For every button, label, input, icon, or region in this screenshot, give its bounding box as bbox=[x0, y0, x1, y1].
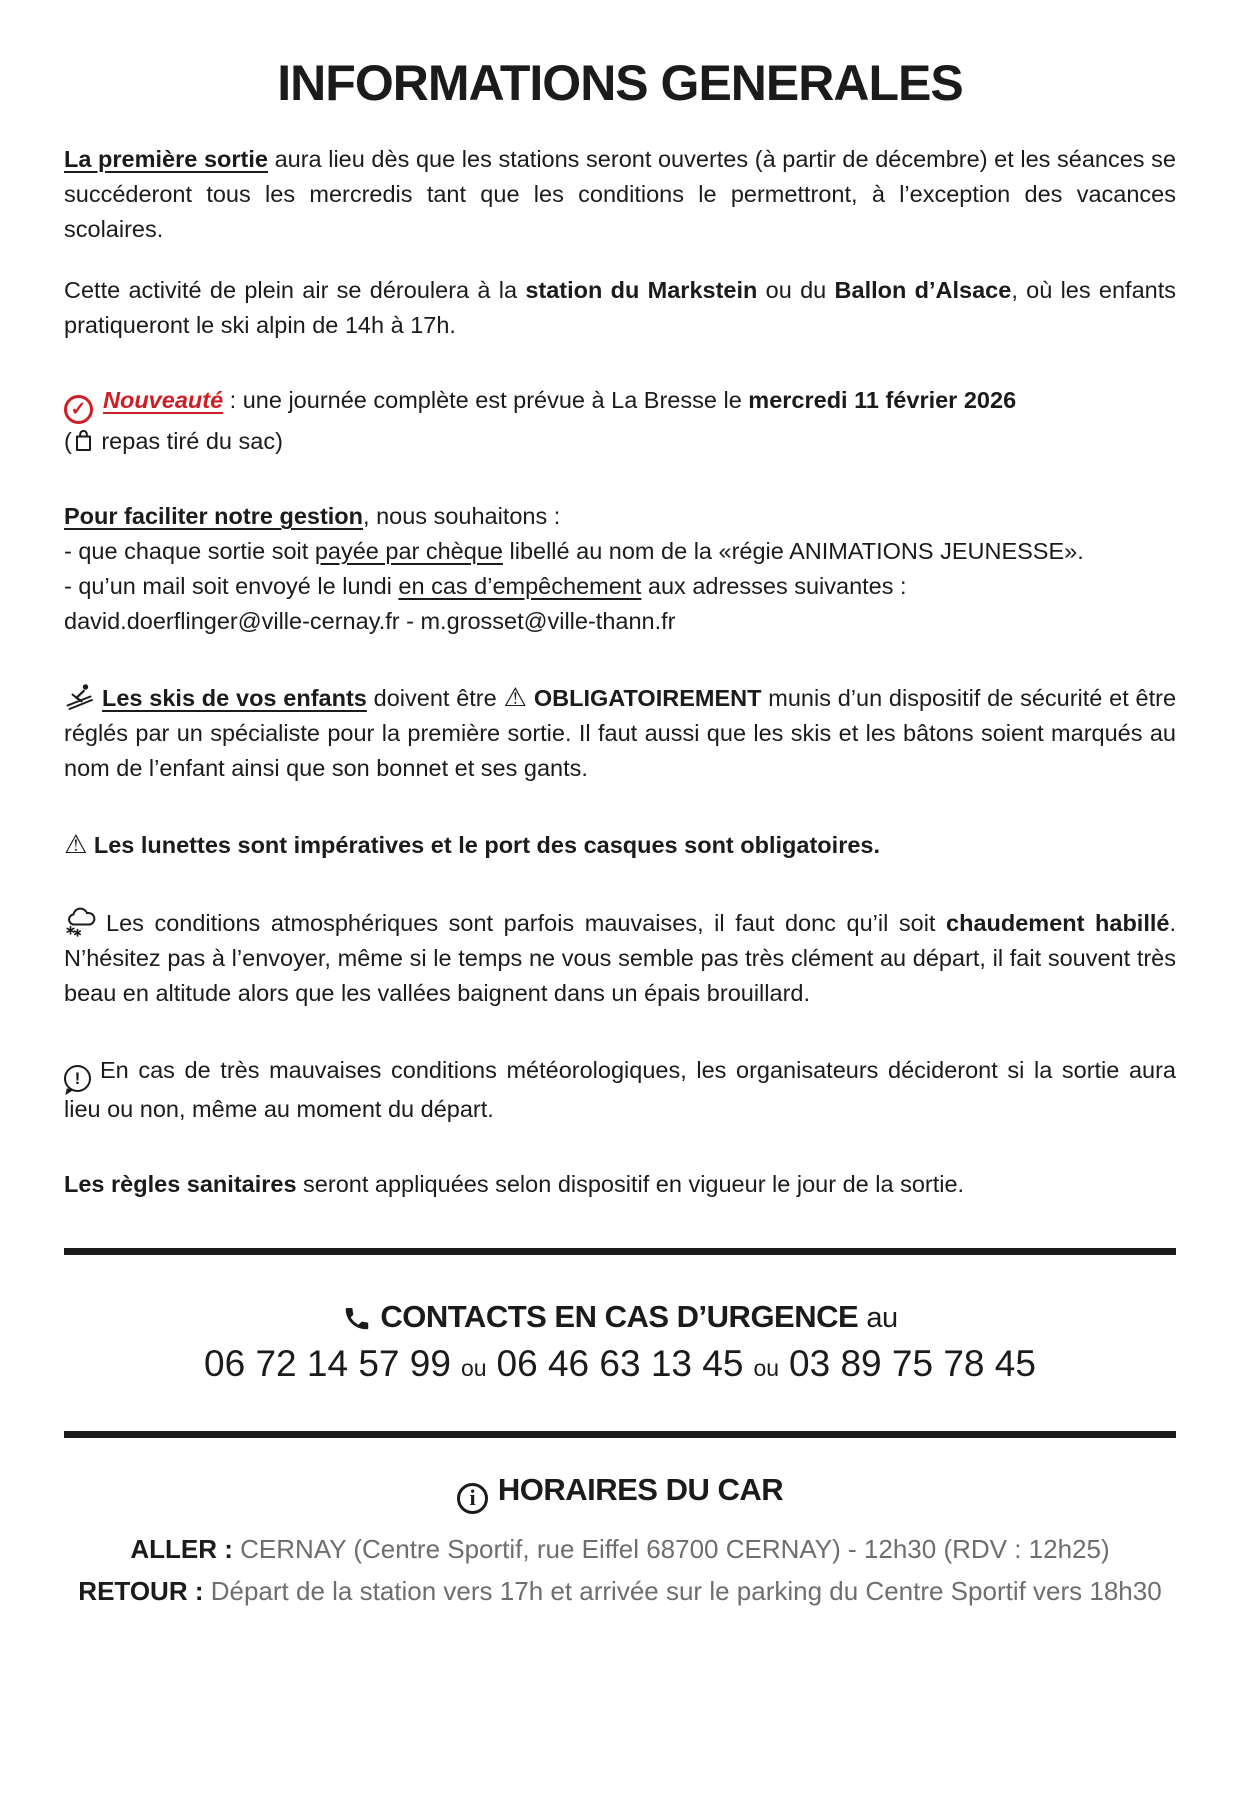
sanitary-text: seront appliquées selon dispositif en vigueur le jour de la sortie. bbox=[296, 1171, 965, 1197]
section-divider bbox=[64, 1248, 1176, 1255]
gestion-heading-line bbox=[64, 499, 1176, 534]
skis-text-1: doivent être bbox=[366, 685, 504, 711]
phone-number-2: 06 46 63 13 45 bbox=[496, 1343, 744, 1384]
skis-text-2: munis d’un dispositif de sécurité et être réglés par un spécialiste pour la première sortie. Il faut aussi que les skis et les bâtons soient marqués au nom de l’enfant ainsi que son bonnet et ses gants. bbox=[64, 685, 1177, 781]
bus-schedule-section bbox=[64, 1472, 1176, 1610]
lunch-bag-icon bbox=[74, 428, 93, 452]
check-circle-icon bbox=[64, 395, 93, 424]
intro-lead: La première sortie bbox=[64, 146, 268, 172]
aller-value: CERNAY (Centre Sportif, rue Eiffel 68700 CERNAY) - 12h30 (RDV : 12h25) bbox=[240, 1533, 1110, 1564]
warning-triangle-icon: ⚠ bbox=[64, 830, 88, 860]
snow-cloud-icon bbox=[64, 905, 98, 937]
info-glyph: i bbox=[469, 1485, 476, 1510]
aller-label: ALLER : bbox=[130, 1533, 233, 1564]
gestion-item-cheque bbox=[64, 534, 1176, 569]
schedule-retour-line bbox=[64, 1572, 1176, 1610]
phone-separator: ou bbox=[460, 1355, 487, 1381]
document-page bbox=[0, 54, 1240, 1610]
phone-number-1: 06 72 14 57 99 bbox=[204, 1343, 451, 1384]
lunettes-paragraph bbox=[64, 828, 1176, 863]
weather-text-2: . N’hésitez pas à l’envoyer, même si le temps ne vous semble pas très clément au départ, il fait souvent très beau en altitude alors que les vallées baignent dans un épais brouillard. bbox=[64, 910, 1176, 1006]
schedule-heading-line bbox=[64, 1472, 1176, 1514]
gestion-lead: Pour faciliter notre gestion bbox=[64, 503, 364, 529]
activity-paragraph bbox=[64, 273, 1176, 343]
schedule-aller-line bbox=[64, 1530, 1176, 1568]
alert-glyph: ! bbox=[74, 1069, 81, 1088]
weather-bold: chaudement habillé bbox=[946, 910, 1170, 936]
intro-text: aura lieu dès que les stations seront ouvertes (à partir de décembre) et les séances se succéderont tous les mercredis tant que les conditions le permettront, à l’exception des vacances scolaires. bbox=[64, 146, 1176, 242]
contacts-phone-numbers bbox=[64, 1343, 1176, 1385]
phone-separator: ou bbox=[753, 1355, 780, 1381]
activity-text-3: , où les enfants pratiqueront le ski alpin de 14h à 17h. bbox=[64, 277, 1176, 338]
gestion-item1-text-2: libellé au nom de la «régie ANIMATIONS JEUNESSE». bbox=[502, 538, 1084, 564]
gestion-emails: david.doerflinger@ville-cernay.fr - m.grosset@ville-thann.fr bbox=[64, 608, 676, 634]
novelty-text-3: repas tiré du sac) bbox=[94, 428, 283, 454]
check-glyph: ✓ bbox=[70, 399, 87, 420]
meteo-paragraph bbox=[64, 1053, 1176, 1127]
retour-value: Départ de la station vers 17h et arrivée sur le parking du Centre Sportif vers 18h30 bbox=[210, 1575, 1162, 1606]
phone-number-3: 03 89 75 78 45 bbox=[789, 1343, 1036, 1384]
gestion-item2-text-2: aux adresses suivantes : bbox=[641, 573, 907, 599]
page-title: INFORMATIONS GENERALES bbox=[277, 55, 963, 111]
sanitary-lead: Les règles sanitaires bbox=[64, 1171, 297, 1197]
gestion-item1-text-1: - que chaque sortie soit bbox=[64, 538, 315, 564]
novelty-date: mercredi 11 février 2026 bbox=[748, 387, 1017, 413]
novelty-paragraph bbox=[64, 383, 1176, 459]
emergency-contacts-section bbox=[64, 1299, 1176, 1385]
contacts-suffix: au bbox=[866, 1302, 898, 1334]
contacts-heading-line bbox=[64, 1299, 1176, 1335]
section-divider bbox=[64, 1431, 1176, 1438]
info-icon bbox=[457, 1483, 488, 1514]
skis-paragraph bbox=[64, 681, 1176, 786]
novelty-paren-open: ( bbox=[64, 428, 72, 454]
weather-text-1: Les conditions atmosphériques sont parfois mauvaises, il faut donc qu’il soit bbox=[106, 910, 947, 936]
retour-label: RETOUR : bbox=[78, 1575, 204, 1606]
contacts-heading: CONTACTS EN CAS D’URGENCE bbox=[380, 1299, 859, 1334]
activity-text-2: ou du bbox=[757, 277, 835, 303]
alert-bubble-icon bbox=[64, 1065, 91, 1092]
gestion-text-1: , nous souhaitons : bbox=[363, 503, 561, 529]
activity-station-markstein: station du Markstein bbox=[525, 277, 758, 303]
skis-lead: Les skis de vos enfants bbox=[102, 685, 367, 711]
sanitary-paragraph bbox=[64, 1167, 1176, 1202]
weather-paragraph bbox=[64, 905, 1176, 1011]
meteo-text: En cas de très mauvaises conditions météorologiques, les organisateurs décideront si la sortie aura lieu ou non, même au moment du départ. bbox=[64, 1057, 1176, 1122]
gestion-section bbox=[64, 499, 1176, 639]
gestion-item1-underline: payée par chèque bbox=[314, 538, 503, 564]
gestion-item2-underline: en cas d’empêchement bbox=[398, 573, 642, 599]
gestion-item-mail bbox=[64, 569, 1176, 604]
activity-station-ballon: Ballon d’Alsace bbox=[834, 277, 1012, 303]
skier-icon bbox=[64, 682, 94, 712]
intro-paragraph bbox=[64, 142, 1176, 247]
schedule-heading: HORAIRES DU CAR bbox=[497, 1472, 784, 1507]
warning-triangle-icon: ⚠ bbox=[503, 683, 528, 713]
skis-obligatoirement: OBLIGATOIREMENT bbox=[533, 685, 762, 711]
novelty-label: Nouveauté bbox=[103, 387, 224, 413]
phone-icon bbox=[342, 1303, 372, 1333]
lunettes-text: Les lunettes sont impératives et le port des casques sont obligatoires. bbox=[93, 832, 881, 858]
activity-text-1: Cette activité de plein air se déroulera à la bbox=[64, 277, 526, 303]
novelty-text-1: : une journée complète est prévue à La Bresse le bbox=[223, 387, 749, 413]
gestion-item2-text-1: - qu’un mail soit envoyé le lundi bbox=[64, 573, 399, 599]
